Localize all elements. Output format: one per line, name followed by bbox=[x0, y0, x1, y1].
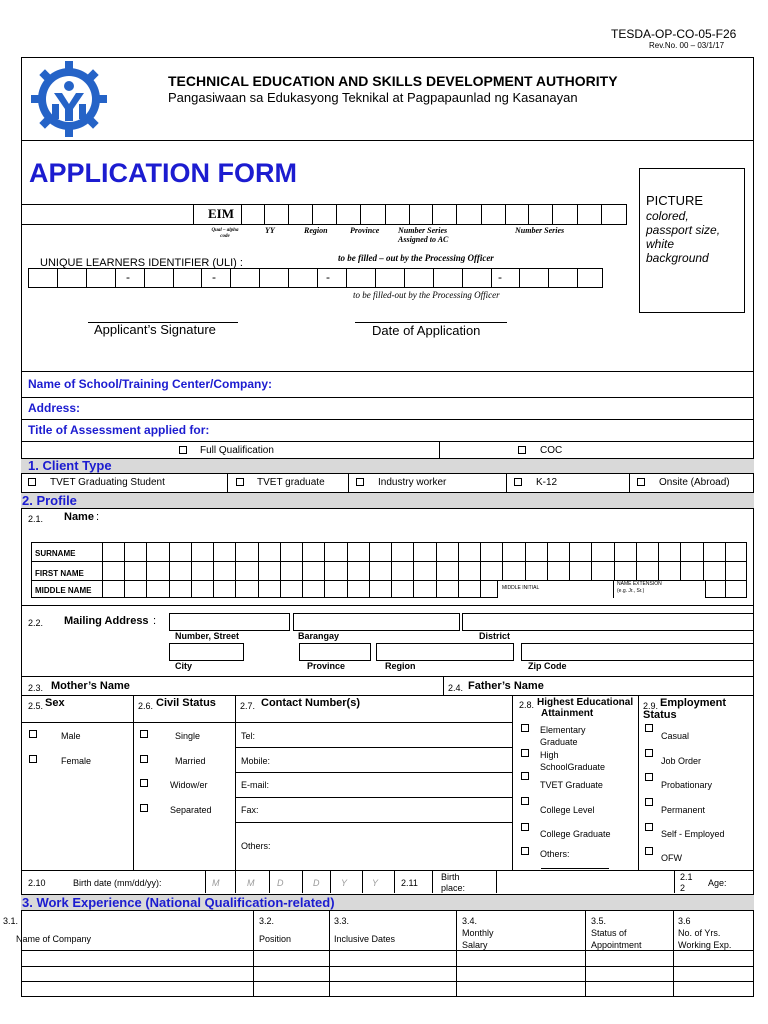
picture-note: background bbox=[646, 251, 709, 265]
picture-title: PICTURE bbox=[646, 193, 704, 208]
code-boxes[interactable] bbox=[21, 204, 627, 225]
city-field[interactable] bbox=[169, 643, 244, 661]
others-education-line[interactable] bbox=[541, 868, 609, 869]
divider bbox=[638, 695, 639, 870]
agency-name-tagalog: Pangasiwaan sa Edukasyong Teknikal at Pagpapaunlad ng Kasanayan bbox=[168, 90, 578, 105]
educ-attainment-label: Highest Educational bbox=[537, 697, 634, 708]
district-field[interactable] bbox=[462, 613, 754, 631]
education-checkbox[interactable] bbox=[521, 797, 529, 805]
client-type-checkbox[interactable] bbox=[514, 478, 522, 486]
birthplace-label: Birth bbox=[441, 872, 460, 882]
divider bbox=[21, 605, 754, 606]
processing-officer-note-2: to be filled-out by the Processing Officer bbox=[353, 290, 500, 300]
name-grid-cell-divider bbox=[235, 542, 236, 598]
name-grid-cell-divider bbox=[369, 542, 370, 598]
section-profile: 2. Profile bbox=[22, 493, 77, 508]
civil-status-checkbox[interactable] bbox=[140, 755, 148, 763]
divider bbox=[443, 676, 444, 695]
divider bbox=[21, 397, 754, 398]
work-col-salary: Salary bbox=[462, 940, 488, 950]
section-work-experience: 3. Work Experience (National Qualification-related) bbox=[22, 895, 335, 910]
divider bbox=[269, 870, 270, 893]
name-label: Name bbox=[64, 511, 94, 523]
picture-note: white bbox=[646, 237, 675, 251]
others-contact-field[interactable]: Others: bbox=[241, 841, 271, 851]
coc-checkbox[interactable] bbox=[518, 446, 526, 454]
civil-status-option: Widow/er bbox=[170, 780, 208, 790]
street-label: Number, Street bbox=[175, 631, 240, 641]
item-number: 2.3. bbox=[28, 683, 44, 693]
item-number: 2.10 bbox=[28, 878, 46, 888]
region-code-label: Region bbox=[304, 226, 328, 235]
name-grid-cell-divider bbox=[146, 542, 147, 598]
section-bar bbox=[21, 493, 754, 509]
uli-boxes[interactable] bbox=[28, 268, 603, 288]
divider bbox=[227, 474, 228, 492]
divider bbox=[235, 772, 512, 773]
name-extension-example: (e.g. Jr., Sr.) bbox=[617, 588, 645, 594]
divider bbox=[235, 870, 236, 893]
education-option: High bbox=[540, 750, 559, 760]
eim-label: EIM bbox=[208, 206, 234, 221]
employment-status-label: Status bbox=[643, 709, 677, 721]
divider bbox=[674, 870, 675, 893]
education-option: College Graduate bbox=[540, 829, 611, 839]
qual-code-label: Qual – alpha code bbox=[211, 228, 239, 239]
divider bbox=[585, 911, 586, 997]
divider bbox=[673, 911, 674, 997]
processing-officer-note: to be filled – out by the Processing Officer bbox=[338, 253, 494, 263]
divider bbox=[512, 695, 513, 870]
divider bbox=[362, 870, 363, 893]
education-option: Graduate bbox=[540, 737, 578, 747]
divider bbox=[329, 911, 330, 997]
name-grid-cell-divider bbox=[725, 542, 726, 598]
table-row[interactable] bbox=[21, 966, 754, 967]
work-col-number: 3.6 bbox=[678, 916, 691, 926]
item-number: 2.1 bbox=[680, 872, 693, 882]
education-checkbox[interactable] bbox=[521, 772, 529, 780]
education-checkbox[interactable] bbox=[521, 823, 529, 831]
item-number: 2.11 bbox=[401, 878, 418, 888]
education-option: Elementary bbox=[540, 725, 586, 735]
birthplace-label: place: bbox=[441, 883, 466, 893]
coc-label: COC bbox=[540, 445, 563, 456]
form-title: APPLICATION FORM bbox=[29, 158, 297, 188]
education-option: College Level bbox=[540, 805, 595, 815]
employment-checkbox[interactable] bbox=[645, 847, 653, 855]
tesda-logo-icon bbox=[28, 59, 110, 138]
item-number: 2.8. bbox=[519, 700, 535, 710]
work-col-position: Position bbox=[259, 934, 292, 944]
district-label: District bbox=[479, 631, 511, 641]
name-grid-cell-divider bbox=[124, 542, 125, 598]
full-qualification-label: Full Qualification bbox=[200, 445, 274, 456]
sex-label: Sex bbox=[45, 697, 65, 709]
work-col-company: Name of Company bbox=[16, 934, 92, 944]
city-label: City bbox=[175, 661, 193, 671]
signature-label: Applicant’s Signature bbox=[94, 322, 216, 337]
client-type-label: TVET Graduating Student bbox=[50, 477, 165, 488]
barangay-label: Barangay bbox=[298, 631, 340, 641]
client-type-checkbox[interactable] bbox=[236, 478, 244, 486]
fax-field[interactable]: Fax: bbox=[241, 805, 259, 815]
divider bbox=[432, 870, 433, 893]
civil-status-option: Single bbox=[175, 731, 201, 741]
name-grid-cell-divider bbox=[480, 542, 481, 598]
employment-option: Casual bbox=[661, 731, 690, 741]
school-label: Name of School/Training Center/Company: bbox=[28, 377, 273, 391]
agency-name: TECHNICAL EDUCATION AND SKILLS DEVELOPMENT AUTHORITY bbox=[168, 73, 618, 89]
employment-status-label: Employment bbox=[660, 697, 727, 709]
divider bbox=[394, 870, 395, 893]
contact-numbers-label: Contact Number(s) bbox=[261, 697, 361, 709]
table-row[interactable] bbox=[21, 950, 754, 951]
tel-field[interactable]: Tel: bbox=[241, 731, 256, 741]
civil-status-checkbox[interactable] bbox=[140, 804, 148, 812]
section-bar bbox=[21, 458, 754, 474]
client-type-label: Onsite (Abroad) bbox=[659, 477, 730, 488]
divider bbox=[348, 474, 349, 492]
divider bbox=[21, 140, 754, 141]
divider bbox=[496, 870, 497, 893]
picture-note: colored, bbox=[646, 209, 689, 223]
section-client-type: 1. Client Type bbox=[28, 458, 112, 473]
divider bbox=[31, 561, 747, 562]
employment-checkbox[interactable] bbox=[645, 798, 653, 806]
name-grid-cell-divider bbox=[324, 542, 325, 598]
divider bbox=[21, 419, 754, 420]
sex-female-checkbox[interactable] bbox=[29, 755, 37, 763]
sex-option-label: Female bbox=[61, 756, 92, 766]
client-type-checkbox[interactable] bbox=[28, 478, 36, 486]
employment-option: Self - Employed bbox=[661, 829, 725, 839]
barangay-field[interactable] bbox=[293, 613, 460, 631]
work-col-number: 3.3. bbox=[334, 916, 350, 926]
work-col-number: 3.4. bbox=[462, 916, 478, 926]
uli-dash: - bbox=[212, 270, 216, 284]
street-field[interactable] bbox=[169, 613, 290, 631]
divider bbox=[205, 870, 206, 893]
employment-checkbox[interactable] bbox=[645, 773, 653, 781]
province-code-label: Province bbox=[350, 226, 380, 235]
region-label: Region bbox=[385, 661, 416, 671]
item-number: 2.6. bbox=[138, 701, 154, 711]
province-label: Province bbox=[307, 661, 346, 671]
document-code: TESDA-OP-CO-05-F26 bbox=[611, 27, 737, 41]
uli-label: UNIQUE LEARNERS IDENTIFIER (ULI) : bbox=[40, 257, 243, 269]
name-grid-cell-divider bbox=[213, 542, 214, 598]
divider bbox=[506, 474, 507, 492]
client-type-label: Industry worker bbox=[378, 477, 447, 488]
sex-option-label: Male bbox=[61, 731, 81, 741]
education-option: SchoolGraduate bbox=[540, 762, 606, 772]
name-grid-cell-divider bbox=[258, 542, 259, 598]
item-number: 2.2. bbox=[28, 618, 44, 628]
employment-option: Probationary bbox=[661, 780, 713, 790]
picture-note: passport size, bbox=[646, 223, 721, 237]
assessment-label: Title of Assessment applied for: bbox=[28, 423, 210, 437]
civil-status-checkbox[interactable] bbox=[140, 730, 148, 738]
birth-month-field[interactable]: M bbox=[247, 878, 255, 888]
divider bbox=[302, 870, 303, 893]
divider bbox=[21, 441, 754, 442]
divider bbox=[21, 676, 754, 677]
employment-checkbox[interactable] bbox=[645, 749, 653, 757]
uli-dash: - bbox=[326, 270, 330, 284]
mailing-colon: : bbox=[153, 615, 157, 627]
civil-status-label: Civil Status bbox=[156, 697, 216, 709]
education-option: TVET Graduate bbox=[540, 780, 603, 790]
age-label: Age: bbox=[708, 878, 727, 888]
client-type-checkbox[interactable] bbox=[356, 478, 364, 486]
divider bbox=[235, 797, 512, 798]
zip-code-label: Zip Code bbox=[528, 661, 567, 671]
name-grid-cell-divider bbox=[191, 542, 192, 598]
education-checkbox[interactable] bbox=[521, 724, 529, 732]
zip-code-field[interactable] bbox=[521, 643, 754, 661]
work-col-salary: Monthly bbox=[462, 928, 494, 938]
divider bbox=[102, 542, 103, 598]
mailing-address-label: Mailing Address bbox=[64, 615, 149, 627]
divider bbox=[21, 695, 754, 696]
divider bbox=[21, 722, 512, 723]
address-label: Address: bbox=[28, 401, 81, 415]
name-grid-cell-divider bbox=[413, 542, 414, 598]
number-series-label: Number Series bbox=[515, 226, 565, 235]
name-grid-cell-divider bbox=[436, 542, 437, 598]
birth-day-field[interactable]: D bbox=[313, 878, 320, 888]
birth-year-field[interactable]: Y bbox=[372, 878, 379, 888]
item-number: 2.4. bbox=[448, 683, 464, 693]
surname-label: SURNAME bbox=[35, 549, 76, 558]
name-grid-cell-divider bbox=[347, 542, 348, 598]
full-qualification-checkbox[interactable] bbox=[179, 446, 187, 454]
divider bbox=[439, 441, 440, 458]
item-number: 2.5. bbox=[28, 701, 44, 711]
birthdate-label: Birth date (mm/dd/yy): bbox=[73, 878, 162, 888]
educ-attainment-label: Attainment bbox=[541, 708, 594, 719]
education-checkbox[interactable] bbox=[521, 847, 529, 855]
yy-label: YY bbox=[265, 226, 275, 235]
divider bbox=[456, 911, 457, 997]
birth-day-field[interactable]: D bbox=[277, 878, 284, 888]
work-col-number: 3.1. bbox=[3, 916, 19, 926]
item-number: 2.7. bbox=[240, 701, 256, 711]
table-row[interactable] bbox=[21, 981, 754, 982]
mother-name-label: Mother’s Name bbox=[51, 680, 130, 692]
uli-dash: - bbox=[498, 270, 502, 284]
employment-option: Job Order bbox=[661, 756, 702, 766]
divider bbox=[235, 747, 512, 748]
divider bbox=[629, 474, 630, 492]
middle-initial-label: MIDDLE INITIAL bbox=[502, 585, 540, 591]
divider bbox=[253, 911, 254, 997]
name-extension-label: NAME EXTENSION bbox=[617, 581, 662, 587]
divider bbox=[330, 870, 331, 893]
item-number: 2.1. bbox=[28, 514, 44, 524]
work-col-dates: Inclusive Dates bbox=[334, 934, 396, 944]
divider bbox=[235, 822, 512, 823]
name-grid-cell-divider bbox=[391, 542, 392, 598]
employment-checkbox[interactable] bbox=[645, 724, 653, 732]
region-field[interactable] bbox=[376, 643, 514, 661]
divider bbox=[21, 870, 754, 871]
client-type-checkbox[interactable] bbox=[637, 478, 645, 486]
first-name-label: FIRST NAME bbox=[35, 569, 84, 578]
middle-name-label: MIDDLE NAME bbox=[35, 586, 92, 595]
revision-number: Rev.No. 00 – 03/1/17 bbox=[649, 41, 725, 50]
birth-year-field[interactable]: Y bbox=[341, 878, 348, 888]
work-col-status: Status of bbox=[591, 928, 627, 938]
birth-month-field[interactable]: M bbox=[212, 878, 220, 888]
name-colon: : bbox=[96, 511, 100, 523]
mobile-field[interactable]: Mobile: bbox=[241, 756, 271, 766]
sex-male-checkbox[interactable] bbox=[29, 730, 37, 738]
education-checkbox[interactable] bbox=[521, 749, 529, 757]
civil-status-checkbox[interactable] bbox=[140, 779, 148, 787]
email-field[interactable]: E-mail: bbox=[241, 780, 270, 790]
father-name-label: Father’s Name bbox=[468, 680, 544, 692]
work-col-years: No. of Yrs. bbox=[678, 928, 721, 938]
work-col-years: Working Exp. bbox=[678, 940, 732, 950]
name-grid-cell-divider bbox=[458, 542, 459, 598]
client-type-label: K-12 bbox=[536, 477, 558, 488]
civil-status-option: Married bbox=[175, 756, 206, 766]
name-grid-cell-divider bbox=[169, 542, 170, 598]
date-label: Date of Application bbox=[372, 323, 481, 338]
divider bbox=[21, 371, 754, 372]
item-number: 2 bbox=[680, 883, 686, 893]
employment-option: OFW bbox=[661, 853, 682, 863]
work-col-number: 3.5. bbox=[591, 916, 607, 926]
employment-checkbox[interactable] bbox=[645, 823, 653, 831]
education-option: Others: bbox=[540, 849, 570, 859]
number-series-ac-label: Number Series Assigned to AC bbox=[398, 226, 449, 244]
work-col-status: Appointment bbox=[591, 940, 642, 950]
name-grid-cell-divider bbox=[280, 542, 281, 598]
name-grid-cell-divider bbox=[302, 542, 303, 598]
work-col-number: 3.2. bbox=[259, 916, 275, 926]
client-type-label: TVET graduate bbox=[257, 477, 325, 488]
employment-option: Permanent bbox=[661, 805, 706, 815]
item-number: 2.9. bbox=[643, 701, 659, 711]
province-field[interactable] bbox=[299, 643, 371, 661]
civil-status-option: Separated bbox=[170, 805, 212, 815]
uli-dash: - bbox=[126, 270, 130, 284]
